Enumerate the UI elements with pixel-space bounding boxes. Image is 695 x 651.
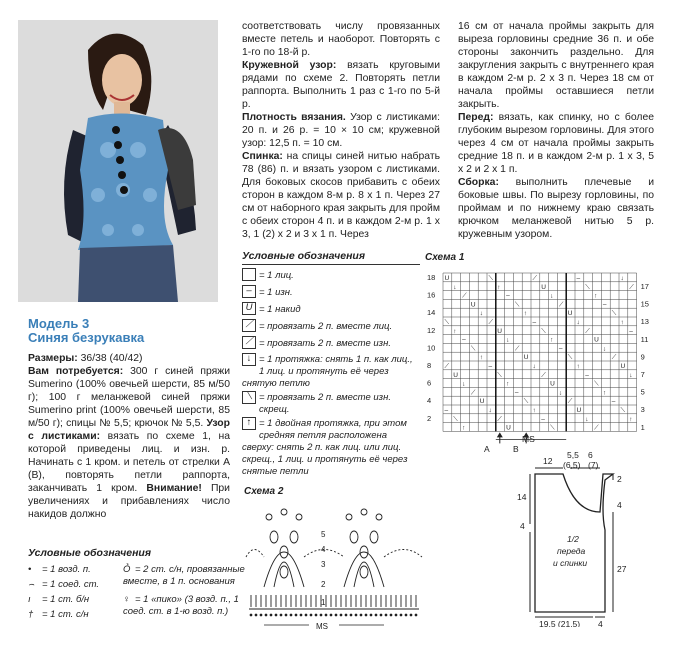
double-decrease-icon: ↑ (242, 417, 256, 430)
svg-text:⟍: ⟍ (585, 283, 590, 291)
svg-text:↓: ↓ (488, 407, 492, 414)
svg-text:⟍: ⟍ (523, 398, 529, 406)
svg-text:⟍: ⟍ (541, 327, 546, 335)
svg-text:–: – (629, 327, 633, 335)
scheme1-labels (425, 264, 665, 464)
svg-text:U: U (567, 310, 573, 318)
svg-text:U: U (550, 380, 555, 388)
svg-text:U: U (479, 398, 485, 406)
svg-text:↑: ↑ (523, 310, 527, 318)
svg-text:↑: ↑ (550, 336, 554, 344)
row-label-left: 12 (427, 325, 436, 335)
svg-text:⟍: ⟍ (453, 415, 458, 423)
svg-text:⟍: ⟍ (567, 354, 573, 362)
svg-text:↓: ↓ (506, 336, 510, 344)
scheme2-title: Схема 2 (244, 486, 284, 497)
row-label-right: 3 (640, 405, 645, 415)
svg-text:⟍: ⟍ (550, 424, 555, 432)
row-label-left: 18 (427, 273, 436, 282)
svg-text:↓: ↓ (629, 371, 633, 379)
svg-text:⟋: ⟋ (462, 292, 467, 300)
svg-text:–: – (611, 398, 616, 406)
svg-text:↓: ↓ (576, 319, 580, 326)
scheme2-ms-label: MS (316, 622, 328, 631)
svg-text:↑: ↑ (594, 292, 598, 300)
picot-icon: ♀ (123, 594, 131, 605)
svg-text:3: 3 (321, 560, 326, 569)
svg-text:U: U (541, 283, 547, 291)
svg-text:–: – (444, 407, 449, 414)
svg-text:⟋: ⟋ (629, 283, 634, 291)
yarn-over-icon: U (242, 302, 256, 315)
p2tog-tbl-icon: ⟍ (242, 391, 256, 404)
svg-text:↑: ↑ (576, 363, 580, 370)
svg-text:⟋: ⟋ (497, 415, 502, 423)
svg-text:↑: ↑ (506, 380, 510, 388)
svg-text:↓: ↓ (585, 415, 589, 423)
svg-text:⟍: ⟍ (611, 310, 617, 318)
right-column-text: 16 см от начала проймы закрыть для выреза горловины средние 36 п. и обе стороны закончить раздельно. Для закругления закрыть с внутреннего края в каждом 2-м р. 2 х 3 п. Через 18 см от начала проймы оставшиеся петли закрыть. Перед: вязать, как спинку, но с более глубоким вырезом горловины. Для этого через 4 см от начала проймы закрыть средние 18 п. и в каждом 2-м р. 1 х 3, 5 х 2 и 2 х 1 п. Сборка: выполнить плечевые и боковые швы. По вырезу горловины, по проймам и по нижнему краю связать крючком меланжевой нитью 5 р. кружевным узором. (458, 21, 655, 240)
purl-icon: – (242, 285, 256, 298)
svg-text:⟋: ⟋ (558, 301, 564, 309)
svg-text:5,5: 5,5 (567, 452, 579, 460)
svg-text:⟋: ⟋ (594, 424, 599, 432)
k2tog-icon: ⟋ (242, 319, 256, 332)
svg-text:U: U (506, 424, 511, 432)
svg-text:U: U (594, 336, 599, 344)
svg-text:12: 12 (543, 456, 553, 466)
svg-text:переда: переда (557, 546, 586, 556)
svg-text:⟋: ⟋ (585, 327, 590, 335)
svg-text:⟋: ⟋ (444, 363, 450, 370)
svg-text:⟋: ⟋ (488, 319, 494, 326)
svg-text:–: – (514, 389, 519, 397)
svg-text:4: 4 (617, 500, 622, 510)
row-label-left: 10 (427, 343, 436, 353)
middle-column-text: соответствовать числу провязанных вместе петель и наоборот. Повторять с 1-го по 18-й р. Кружевной узор: вязать круговыми рядами по схеме 2. Повторять петли раппорта. Выполнить 1 раз с 1-го по 5-й р. Плотность вязания. Узор с листиками: 20 п. и 26 р. = 10 × 10 см; кружевной узор: 12,5 п. = 10 см. Спинка: на спицы синей нитью набрать 78 (86) п. и вязать узором с листиками. Для боковых скосов прибавить с обеих сторон в каждом 8-м р. 8 х 1 п. Через 27 см от наборного края закрыть для пройм с обеих сторон 4 п. и в каждом 2-м р. 1 х 3, 1 (2) х 2 и 3 х 1 п. Через (242, 21, 440, 240)
svg-text:↑: ↑ (462, 424, 466, 432)
svg-text:2: 2 (617, 474, 622, 484)
svg-text:27: 27 (617, 564, 627, 574)
svg-text:2: 2 (321, 580, 326, 589)
svg-text:(7): (7) (588, 460, 599, 470)
svg-text:и спинки: и спинки (553, 558, 588, 568)
p2tog-icon: ⟋ (242, 336, 256, 349)
pattern-piece (505, 452, 655, 632)
row-label-right: 11 (640, 334, 649, 344)
svg-text:U: U (444, 275, 450, 282)
double-crochet-icon: † (28, 609, 34, 620)
svg-text:–: – (602, 301, 607, 309)
row-label-left: 4 (427, 396, 432, 406)
svg-text:4: 4 (598, 619, 603, 627)
row-label-right: 9 (640, 352, 645, 362)
svg-text:↓: ↓ (479, 310, 483, 318)
svg-text:⟍: ⟍ (497, 371, 502, 379)
legend-scheme1: Условные обозначения = 1 лиц. – = 1 изн. U = 1 накид ⟋ = провязать 2 п. вместе лиц. ⟋ = провязать 2 п. вместе изн. ↓ = 1 протяжка: снять 1 п. как лиц., 1 лиц. и протянуть её через снятую петлю ⟍ = провязать 2 п. вместе изн. скрещ. ↑ = 1 двойная протяжка, при этом средняя петля расположена сверху: снять 2 п. как лиц. или лиц. скрещ., 1 лиц. и протянуть её через снятые петли (242, 250, 420, 478)
svg-text:↓: ↓ (462, 380, 466, 388)
svg-text:–: – (558, 345, 563, 353)
scheme2 (244, 486, 424, 642)
svg-text:U: U (497, 327, 503, 335)
left-column-text: Размеры: 36/38 (40/42) Вам потребуется: 300 г синей пряжи Sumerino (100% овечьей шерсти, 85 м/50 г); 100 г меланжевой синей пряжи Sumerino print (100% овечьей шерсти, 85 м/50 г); спицы № 5,5; крючок № 5,5. Узор с листиками: вязать по схеме 1, на которой приведены лиц. и изн. р. Начинать с 1 кром. и петель от стрелки А (В), повторять петли раппорта, заканчивать 1 кром. Внимание! При увеличениях и прибавлениях число накидов должно (28, 353, 230, 520)
row-label-left: 2 (427, 413, 432, 423)
model-name: Синяя безрукавка (28, 330, 145, 345)
svg-text:↑: ↑ (620, 319, 624, 326)
svg-text:4: 4 (321, 545, 326, 554)
model-title (28, 317, 144, 345)
svg-text:⟍: ⟍ (514, 301, 520, 309)
svg-text:–: – (576, 275, 581, 282)
row-label-right: 15 (640, 299, 649, 309)
svg-text:–: – (488, 363, 493, 370)
svg-text:↑: ↑ (479, 354, 483, 362)
svg-text:↓: ↓ (620, 275, 624, 282)
ssk-icon: ↓ (242, 353, 256, 366)
svg-text:⟋: ⟋ (567, 398, 573, 406)
scheme1-title: Схема 1 (425, 252, 465, 263)
svg-text:–: – (585, 371, 589, 379)
row-label-right: 7 (640, 370, 645, 379)
chain-icon: • (28, 564, 32, 575)
svg-text:U: U (576, 407, 582, 414)
slip-stitch-icon: ⌢ (28, 579, 35, 590)
svg-text:–: – (462, 336, 466, 344)
svg-text:U: U (453, 371, 459, 379)
scheme2-diagram (244, 497, 424, 637)
svg-text:U: U (470, 301, 476, 309)
row-label-left: 6 (427, 378, 432, 388)
svg-text:↑: ↑ (497, 283, 501, 291)
svg-text:–: – (541, 415, 545, 423)
legend2-title: Условные обозначения (28, 547, 152, 559)
row-label-right: 17 (640, 282, 649, 291)
svg-text:4: 4 (520, 521, 525, 531)
svg-text:↑: ↑ (453, 327, 457, 335)
svg-text:1: 1 (321, 598, 326, 607)
svg-text:–: – (506, 292, 510, 300)
svg-text:↓: ↓ (558, 389, 563, 397)
svg-text:6: 6 (588, 452, 593, 460)
svg-text:19,5 (21,5): 19,5 (21,5) (539, 619, 581, 627)
knit-icon (242, 268, 256, 281)
svg-text:U: U (620, 363, 626, 370)
svg-text:⟍: ⟍ (594, 380, 599, 388)
svg-text:⟋: ⟋ (514, 345, 520, 353)
model-number: Модель 3 (28, 316, 90, 331)
svg-text:⟍: ⟍ (444, 319, 450, 326)
row-label-left: 16 (427, 290, 436, 300)
svg-text:⟍: ⟍ (488, 275, 494, 282)
svg-text:↓: ↓ (453, 283, 457, 291)
legend1-title: Условные обозначения (242, 250, 366, 262)
legend-scheme2: Условные обозначения • = 1 возд. п. ⌢ = 1 соед. ст. ı = 1 ст. б/н † = 1 ст. с/н Ỏ = 2 ст. с/н, провязанные вместе, в 1 п. основания ♀ = 1 «пико» (3 возд. п., 1 соед. ст. в 1-ю возд. п.) (28, 547, 248, 624)
svg-text:⟋: ⟋ (470, 389, 476, 397)
row-label-right: 1 (640, 422, 645, 432)
row-label-left: 8 (427, 361, 432, 370)
svg-text:↓: ↓ (602, 345, 607, 353)
svg-text:↑: ↑ (602, 389, 607, 397)
svg-text:5: 5 (321, 530, 326, 539)
svg-text:⟋: ⟋ (541, 371, 546, 379)
scheme1-ms-label: MS (522, 434, 535, 444)
svg-text:–: – (532, 319, 537, 326)
model-photo (18, 20, 218, 302)
svg-text:⟋: ⟋ (611, 354, 617, 362)
svg-text:⟍: ⟍ (620, 407, 626, 414)
svg-text:14: 14 (517, 492, 527, 502)
dc2tog-icon: Ỏ (123, 564, 131, 575)
svg-text:↑: ↑ (629, 415, 633, 423)
arrow-a-label: A (484, 444, 490, 454)
row-label-left: 14 (427, 308, 436, 318)
pattern-piece-drawing (505, 452, 655, 627)
svg-text:1/2: 1/2 (567, 534, 579, 544)
svg-text:⟋: ⟋ (532, 275, 538, 282)
svg-text:⟍: ⟍ (470, 345, 476, 353)
svg-text:↓: ↓ (532, 363, 536, 370)
svg-text:U: U (523, 354, 529, 362)
svg-text:↓: ↓ (550, 292, 554, 300)
svg-text:↑: ↑ (532, 407, 536, 414)
arrow-b-label: B (513, 444, 519, 454)
row-label-right: 13 (640, 317, 649, 327)
svg-text:(6,5): (6,5) (563, 460, 581, 470)
row-label-right: 5 (640, 387, 645, 397)
single-crochet-icon: ı (28, 594, 31, 605)
